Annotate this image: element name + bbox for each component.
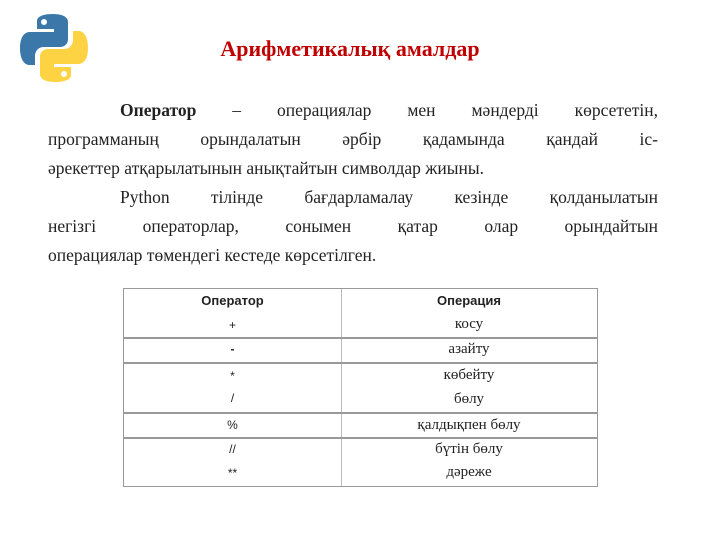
row-divider xyxy=(124,362,597,364)
python-logo-icon xyxy=(18,12,90,84)
row-divider xyxy=(124,337,597,339)
row-divider xyxy=(124,437,597,439)
operator-cell: * xyxy=(230,369,235,383)
text-line: программаның орындалатын әрбір қадамында қандай іс- xyxy=(48,129,658,149)
operation-cell: косу xyxy=(454,316,484,332)
operation-cell: дәреже xyxy=(446,464,492,480)
text-line xyxy=(48,96,658,125)
operators-table xyxy=(123,288,598,487)
operation-cell: бүтін бөлу xyxy=(435,441,503,457)
body-text xyxy=(48,96,658,270)
operator-cell: ** xyxy=(227,466,238,480)
text-line: Python тілінде бағдарламалау кезінде қолданылатын xyxy=(120,187,658,207)
text-line: негізгі операторлар, сонымен қатар олар орындайтын xyxy=(48,216,658,236)
row-divider xyxy=(124,412,597,414)
text-span: – операциялар мен мәндерді көрсететін, xyxy=(196,100,658,120)
operation-cell: бөлу xyxy=(453,391,485,407)
text-line: әрекеттер атқарылатынын анықтайтын символдар жиыны. xyxy=(48,158,485,178)
operation-cell: көбейту xyxy=(443,367,495,383)
operator-cell: // xyxy=(229,442,236,456)
operation-cell: қалдықпен бөлу xyxy=(417,417,521,433)
header-operator: Оператор xyxy=(201,293,264,308)
operation-cell: азайту xyxy=(448,341,490,357)
slide-title: Арифметикалық амалдар xyxy=(220,36,480,61)
operator-cell: - xyxy=(230,342,235,356)
header-operation: Операция xyxy=(437,293,501,308)
operator-cell: + xyxy=(228,318,236,332)
operator-cell: / xyxy=(230,391,235,405)
operator-cell: % xyxy=(227,418,238,432)
text-line: операциялар төмендегі кестеде көрсетілген. xyxy=(48,245,377,265)
term-operator: Оператор xyxy=(120,100,197,120)
